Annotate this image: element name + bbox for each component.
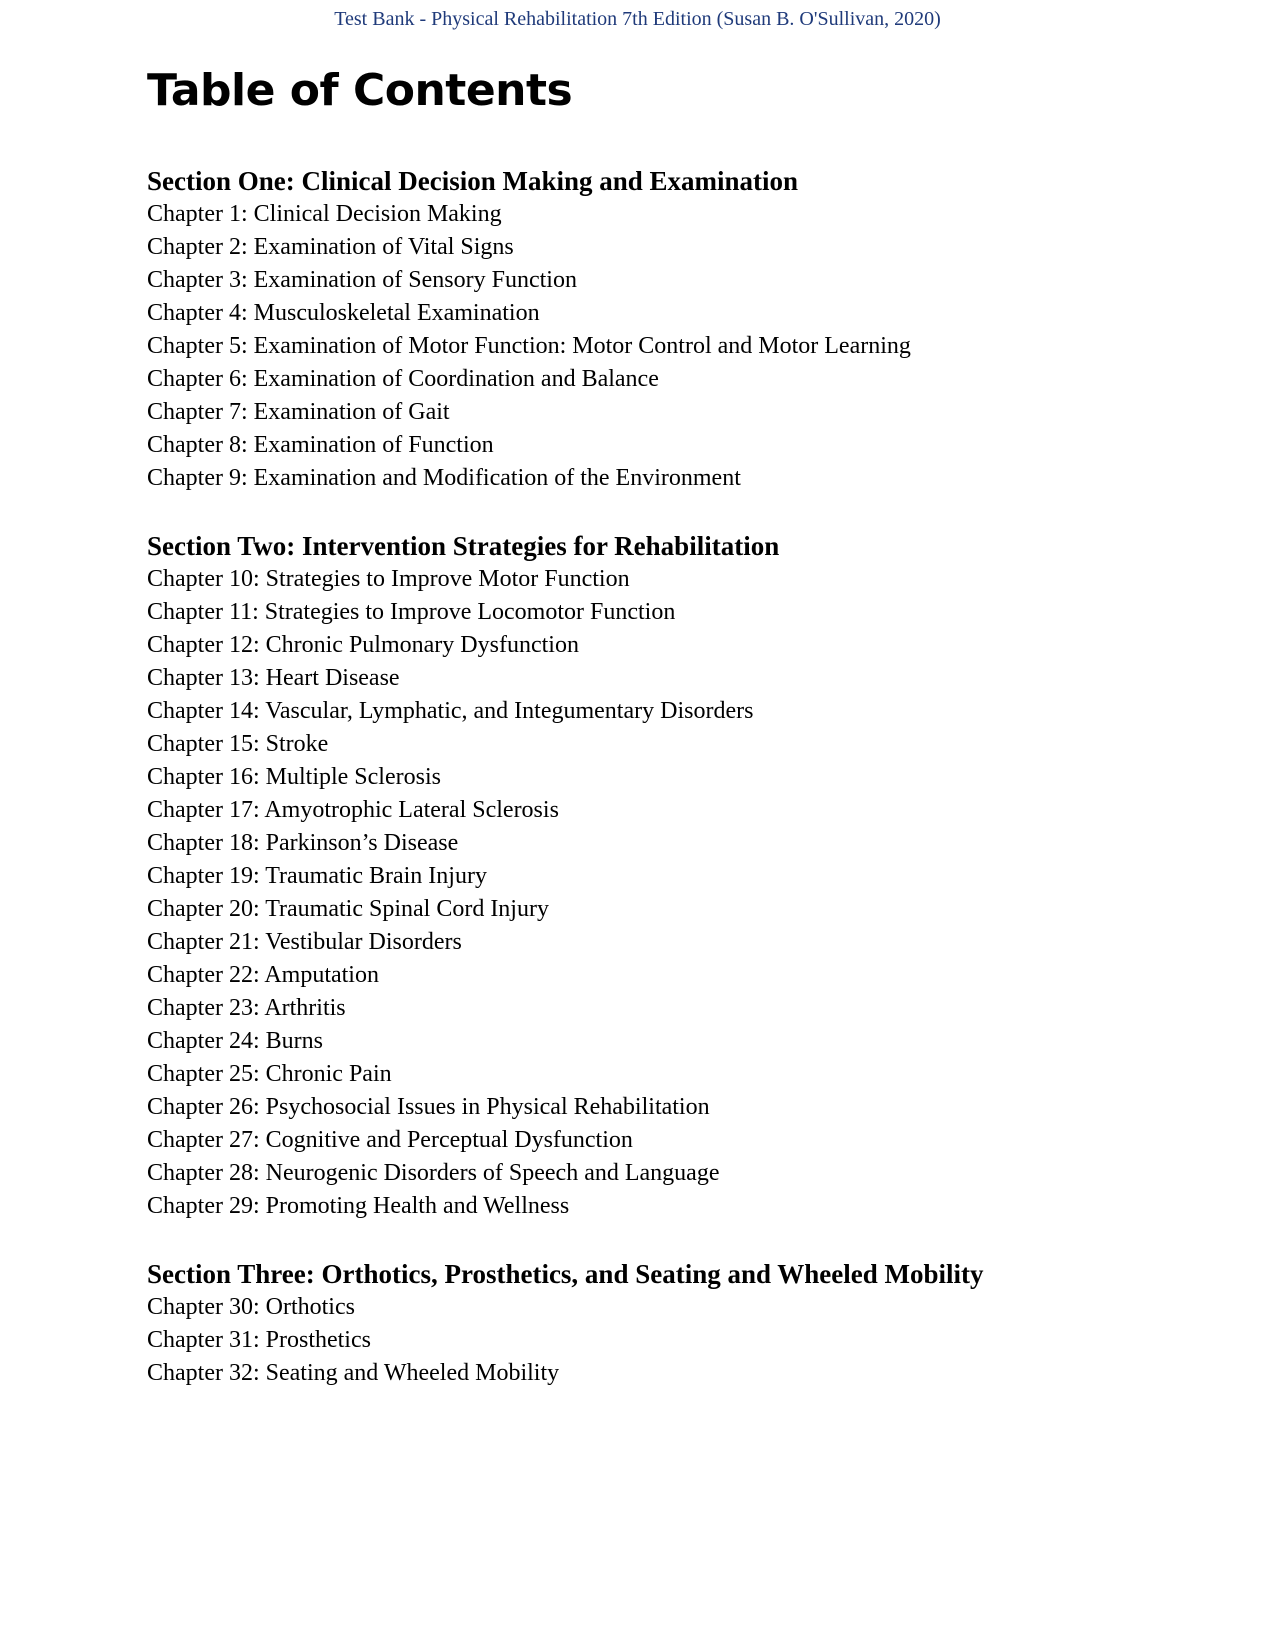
- chapter-item: Chapter 4: Musculoskeletal Examination: [147, 300, 540, 326]
- chapter-item: Chapter 12: Chronic Pulmonary Dysfunction: [147, 632, 579, 658]
- chapter-item: Chapter 31: Prosthetics: [147, 1327, 371, 1353]
- chapter-item: Chapter 19: Traumatic Brain Injury: [147, 863, 487, 889]
- chapter-item: Chapter 6: Examination of Coordination and Balance: [147, 366, 659, 392]
- chapter-item: Chapter 21: Vestibular Disorders: [147, 929, 462, 955]
- section-heading: Section Three: Orthotics, Prosthetics, and Seating and Wheeled Mobility: [147, 1259, 984, 1289]
- chapter-item: Chapter 5: Examination of Motor Function: Motor Control and Motor Learning: [147, 333, 911, 359]
- chapter-item: Chapter 26: Psychosocial Issues in Physical Rehabilitation: [147, 1094, 710, 1120]
- toc-page: [147, 62, 1207, 1390]
- chapter-item: Chapter 22: Amputation: [147, 962, 379, 988]
- chapter-item: Chapter 27: Cognitive and Perceptual Dysfunction: [147, 1127, 633, 1153]
- toc-section-two: [147, 529, 1207, 1223]
- chapter-item: Chapter 16: Multiple Sclerosis: [147, 764, 441, 790]
- section-heading: Section One: Clinical Decision Making and Examination: [147, 166, 799, 196]
- chapter-item: Chapter 10: Strategies to Improve Motor Function: [147, 566, 630, 592]
- chapter-item: Chapter 20: Traumatic Spinal Cord Injury: [147, 896, 549, 922]
- chapter-item: Chapter 9: Examination and Modification of the Environment: [147, 465, 741, 491]
- chapter-item: Chapter 2: Examination of Vital Signs: [147, 234, 514, 260]
- chapter-list: [147, 563, 1207, 1223]
- chapter-item: Chapter 17: Amyotrophic Lateral Sclerosis: [147, 797, 559, 823]
- chapter-item: Chapter 30: Orthotics: [147, 1294, 355, 1320]
- chapter-item: Chapter 1: Clinical Decision Making: [147, 201, 502, 227]
- chapter-item: Chapter 28: Neurogenic Disorders of Speech and Language: [147, 1160, 720, 1186]
- chapter-item: Chapter 24: Burns: [147, 1028, 323, 1054]
- chapter-item: Chapter 7: Examination of Gait: [147, 399, 450, 425]
- toc-section-one: [147, 164, 1207, 495]
- toc-title: Table of Contents: [147, 65, 573, 116]
- chapter-item: Chapter 13: Heart Disease: [147, 665, 400, 691]
- chapter-item: Chapter 29: Promoting Health and Wellness: [147, 1193, 570, 1219]
- running-header: Test Bank - Physical Rehabilitation 7th Edition (Susan B. O'Sullivan, 2020): [334, 8, 941, 30]
- chapter-item: Chapter 14: Vascular, Lymphatic, and Integumentary Disorders: [147, 698, 754, 724]
- chapter-item: Chapter 15: Stroke: [147, 731, 329, 757]
- chapter-item: Chapter 8: Examination of Function: [147, 432, 494, 458]
- chapter-item: Chapter 32: Seating and Wheeled Mobility: [147, 1360, 560, 1386]
- section-heading: Section Two: Intervention Strategies for Rehabilitation: [147, 531, 780, 561]
- chapter-item: Chapter 11: Strategies to Improve Locomotor Function: [147, 599, 676, 625]
- chapter-item: Chapter 18: Parkinson’s Disease: [147, 830, 459, 856]
- chapter-item: Chapter 23: Arthritis: [147, 995, 346, 1021]
- chapter-item: Chapter 25: Chronic Pain: [147, 1061, 392, 1087]
- chapter-list: [147, 1291, 1207, 1390]
- chapter-list: [147, 198, 1207, 495]
- chapter-item: Chapter 3: Examination of Sensory Function: [147, 267, 577, 293]
- toc-section-three: [147, 1257, 1207, 1390]
